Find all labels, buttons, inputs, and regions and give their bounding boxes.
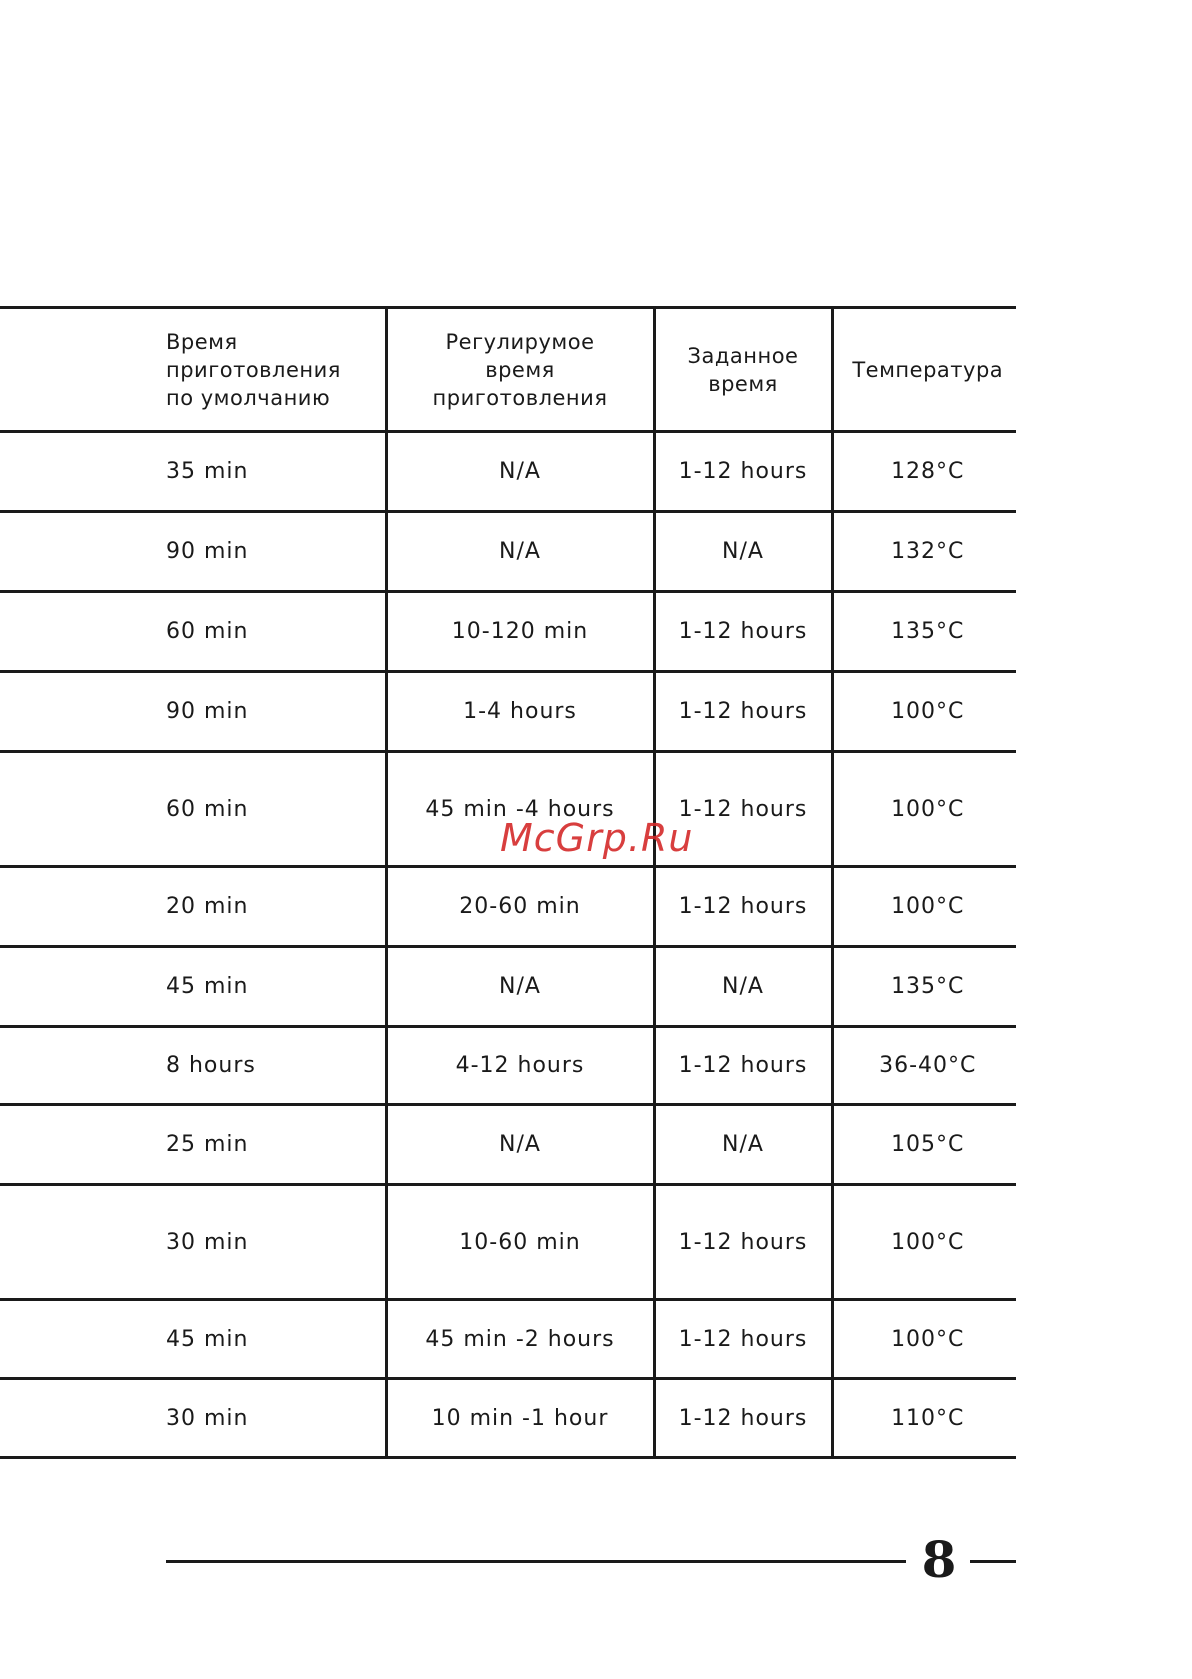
cell-default-time: 30 min	[166, 1229, 249, 1255]
cell-default-time: 30 min	[166, 1405, 249, 1431]
header-preset-time-line-1: Заданное	[687, 343, 799, 368]
cell-default-time: 25 min	[166, 1132, 249, 1157]
table-row	[0, 592, 1016, 672]
cell-adjustable-time: N/A	[386, 432, 654, 512]
header-adjustable-time-line-2: время	[485, 357, 555, 382]
cell-adjustable-time: N/A	[386, 1105, 654, 1185]
cell-adjustable-time: 10 min -1 hour	[386, 1379, 654, 1458]
cell-preset-time: 1-12 hours	[654, 592, 832, 672]
header-default-time	[0, 308, 386, 432]
cell-preset-time: 1-12 hours	[654, 432, 832, 512]
cell-adjustable-time: 45 min -4 hours	[386, 752, 654, 867]
cell-adjustable-time: 4-12 hours	[386, 1027, 654, 1105]
cell-temperature: 100°C	[832, 1300, 1016, 1379]
cell-temperature: 100°C	[832, 672, 1016, 752]
cell-temperature: 135°C	[832, 592, 1016, 672]
table-row	[0, 1185, 1016, 1300]
header-temperature: Температура	[832, 308, 1016, 432]
cell-default-time: 8 hours	[166, 1053, 256, 1078]
header-preset-time	[654, 308, 832, 432]
cell-adjustable-time: 10-60 min	[386, 1185, 654, 1300]
cell-preset-time: 1-12 hours	[654, 672, 832, 752]
header-default-time-line-2: приготовления	[166, 357, 341, 382]
table-body	[0, 432, 1016, 1458]
cell-preset-time: N/A	[654, 1105, 832, 1185]
header-adjustable-time	[386, 308, 654, 432]
footer-rule-left	[166, 1560, 906, 1563]
cell-preset-time: N/A	[654, 947, 832, 1027]
table-header-row	[0, 308, 1016, 432]
header-adjustable-time-line-3: приготовления	[432, 385, 608, 410]
header-preset-time-line-2: время	[708, 371, 778, 396]
cell-preset-time: 1-12 hours	[654, 1300, 832, 1379]
header-default-time-line-3: по умолчанию	[166, 385, 331, 410]
cell-adjustable-time: 20-60 min	[386, 867, 654, 947]
cell-preset-time: 1-12 hours	[654, 1027, 832, 1105]
cell-default-time: 90 min	[166, 699, 249, 724]
table-row	[0, 512, 1016, 592]
table-row	[0, 867, 1016, 947]
table-row	[0, 1027, 1016, 1105]
cell-adjustable-time: 10-120 min	[386, 592, 654, 672]
cell-preset-time: 1-12 hours	[654, 752, 832, 867]
table-row	[0, 1105, 1016, 1185]
cooking-programs-table	[0, 306, 1016, 1459]
cell-preset-time: N/A	[654, 512, 832, 592]
cell-default-time: 20 min	[166, 894, 249, 919]
cell-adjustable-time: N/A	[386, 947, 654, 1027]
page-number: 8	[921, 1530, 957, 1589]
cell-adjustable-time: 45 min -2 hours	[386, 1300, 654, 1379]
cell-temperature: 105°C	[832, 1105, 1016, 1185]
cell-adjustable-time: 1-4 hours	[386, 672, 654, 752]
table-row	[0, 432, 1016, 512]
cell-default-time: 90 min	[166, 539, 249, 564]
footer-rule-right	[970, 1560, 1016, 1563]
cell-temperature: 100°C	[832, 1185, 1016, 1300]
cell-preset-time: 1-12 hours	[654, 1185, 832, 1300]
cell-temperature: 100°C	[832, 867, 1016, 947]
header-adjustable-time-line-1: Регулирумое	[445, 329, 595, 354]
header-default-time-line-1: Время	[166, 329, 238, 354]
table-row	[0, 672, 1016, 752]
cell-temperature: 100°C	[832, 752, 1016, 867]
cell-preset-time: 1-12 hours	[654, 1379, 832, 1458]
table-row	[0, 1300, 1016, 1379]
cell-default-time: 45 min	[166, 974, 249, 999]
cell-temperature: 36-40°C	[832, 1027, 1016, 1105]
cell-default-time: 45 min	[166, 1326, 249, 1352]
cell-temperature: 132°C	[832, 512, 1016, 592]
cell-default-time: 60 min	[166, 619, 249, 644]
cell-adjustable-time: N/A	[386, 512, 654, 592]
cell-default-time: 35 min	[166, 459, 249, 484]
cell-temperature: 135°C	[832, 947, 1016, 1027]
cell-preset-time: 1-12 hours	[654, 867, 832, 947]
watermark-logo: McGrp.Ru	[500, 816, 694, 860]
table-row	[0, 1379, 1016, 1458]
cell-temperature: 128°C	[832, 432, 1016, 512]
table-row	[0, 947, 1016, 1027]
cell-temperature: 110°C	[832, 1379, 1016, 1458]
cell-default-time: 60 min	[166, 796, 249, 822]
